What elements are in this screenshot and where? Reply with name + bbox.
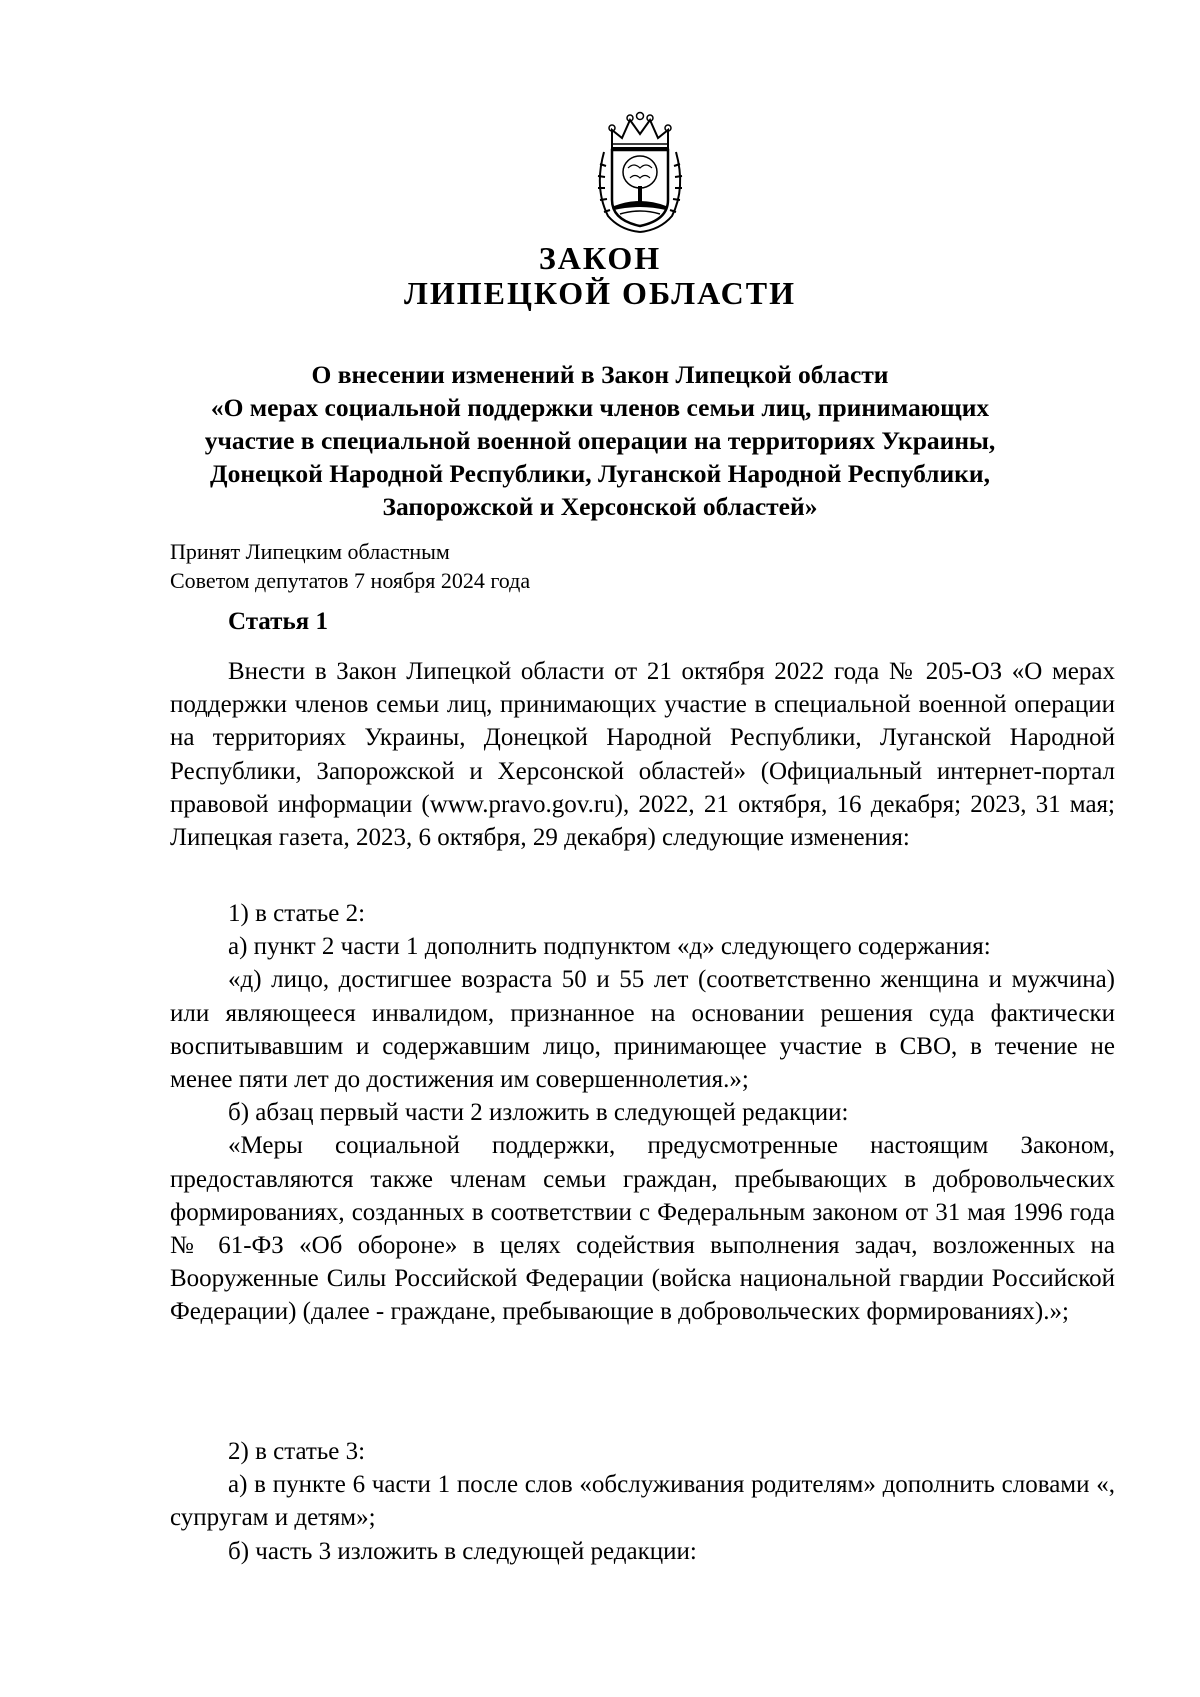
item-1-head: 1) в статье 2: bbox=[228, 900, 366, 927]
article-intro: Внести в Закон Липецкой области от 21 октября 2022 года № 205-ОЗ «О мерах поддержки членов семьи лиц, принимающих участие в специальной военной операции на территориях Украины, Донецкой Народной Республики, Луганской Народной Республики, Запорожской и Херсонской областей» (Официальный интернет-портал правовой информации (www.pravo.gov.ru), 2022, 21 октября, 16 декабря; 2023, 31 мая; Липецкая газета, 2023, 6 октября, 29 декабря) следующие изменения: bbox=[170, 658, 1115, 852]
item-1-b: б) абзац первый части 2 изложить в следующей редакции: bbox=[228, 1099, 849, 1127]
adoption-line: Советом депутатов 7 ноября 2024 года bbox=[170, 568, 531, 593]
subtitle-line: Донецкой Народной Республики, Луганской Народной Республики, bbox=[210, 459, 990, 488]
item-2-a: а) в пункте 6 части 1 после слов «обслуживания родителям» дополнить словами «, супругам и детям»; bbox=[170, 1471, 1115, 1532]
item-1-a-text: «д) лицо, достигшее возраста 50 и 55 лет (соответственно женщина и мужчина) или являющееся инвалидом, признанное на основании решения суда фактически воспитывавшим и содержавшим лицо, принимающее участие в СВО, в течение не менее пяти лет до достижения им совершеннолетия.»; bbox=[170, 966, 1115, 1094]
adoption-note bbox=[170, 537, 530, 595]
subtitle-line: «О мерах социальной поддержки членов семьи лиц, принимающих bbox=[210, 393, 990, 422]
article-intro-block bbox=[170, 655, 1115, 854]
lipetsk-coat-of-arms-icon bbox=[590, 108, 690, 234]
law-title: ЗАКОН bbox=[538, 240, 662, 276]
region-title: ЛИПЕЦКОЙ ОБЛАСТИ bbox=[404, 275, 796, 311]
adoption-line: Принят Липецким областным bbox=[170, 539, 450, 564]
item-2-b: б) часть 3 изложить в следующей редакции: bbox=[228, 1537, 697, 1565]
item-1-b-text: «Меры социальной поддержки, предусмотренные настоящим Законом, предоставляются также членам семьи граждан, пребывающих в добровольческих формированиях, созданных в соответствии с Федеральным законом от 31 мая 1996 года № 61-ФЗ «Об обороне» в целях содействия выполнения задач, возложенных на Вооруженные Силы Российской Федерации (войска национальной гвардии Российской Федерации) (далее - граждане, пребывающие в добровольческих формированиях).»; bbox=[170, 1132, 1115, 1326]
article-heading: Статья 1 bbox=[228, 608, 328, 635]
subtitle-line: О внесении изменений в Закон Липецкой области bbox=[311, 360, 889, 389]
item-1-a: а) пункт 2 части 1 дополнить подпунктом «д» следующего содержания: bbox=[228, 933, 991, 961]
law-subject bbox=[150, 358, 1050, 523]
subtitle-line: Запорожской и Херсонской областей» bbox=[382, 492, 818, 521]
subtitle-line: участие в специальной военной операции на территориях Украины, bbox=[204, 426, 996, 455]
item-2-head: 2) в статье 3: bbox=[228, 1438, 366, 1465]
item-1-block bbox=[170, 897, 1115, 1329]
item-2-block bbox=[170, 1435, 1115, 1568]
